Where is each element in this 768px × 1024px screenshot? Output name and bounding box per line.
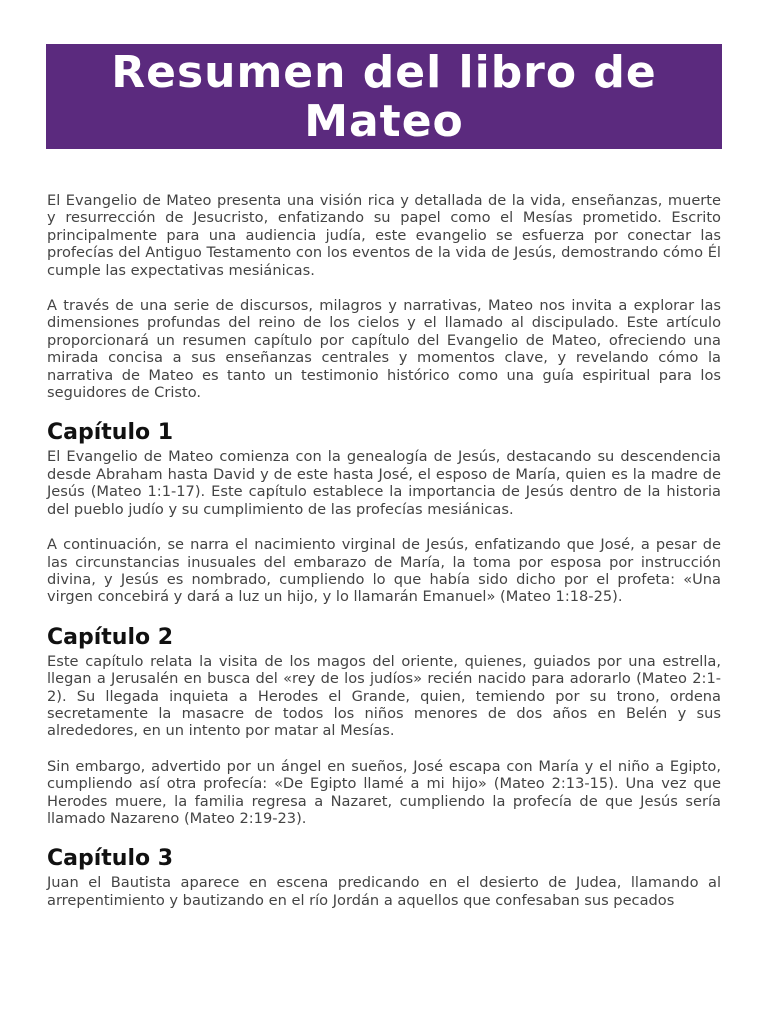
chapter-paragraph: A continuación, se narra el nacimiento virginal de Jesús, enfatizando que José, a pesar de las circunstancias inusuales del embarazo de María, la toma por esposa por instrucción divina, y Jesús es nombrado, cumpliendo lo que había sido dicho por el profeta: «Una virgen concebirá y dará a luz un hijo, y lo llamarán Emanuel» (Mateo 1:18-25). [47, 536, 721, 606]
document-body [47, 192, 721, 927]
chapter-paragraph: Sin embargo, advertido por un ángel en sueños, José escapa con María y el niño a Egipto, cumpliendo así otra profecía: «De Egipto llamé a mi hijo» (Mateo 2:13-15). Una vez que Herodes muere, la familia regresa a Nazaret, cumpliendo la profecía de que Jesús sería llamado Nazareno (Mateo 2:19-23). [47, 757, 721, 827]
chapter-paragraph: Juan el Bautista aparece en escena predicando en el desierto de Judea, llamando al arrepentimiento y bautizando en el río Jordán a aquellos que confesaban sus pecados [47, 874, 721, 909]
intro-paragraph: A través de una serie de discursos, milagros y narrativas, Mateo nos invita a explorar las dimensiones profundas del reino de los cielos y el llamado al discipulado. Este artículo proporcionará un resumen capítulo por capítulo del Evangelio de Mateo, ofreciendo una mirada concisa a sus enseñanzas centrales y momentos clave, y revelando cómo la narrativa de Mateo es tanto un testimonio histórico como una guía espiritual para los seguidores de Cristo. [47, 297, 721, 402]
chapter-paragraph: Este capítulo relata la visita de los magos del oriente, quienes, guiados por una estrella, llegan a Jerusalén en busca del «rey de los judíos» recién nacido para adorarlo (Mateo 2:1-2). Su llegada inquieta a Herodes el Grande, quien, temiendo por su trono, ordena secretamente la masacre de todos los niños menores de dos años en Belén y sus alrededores, en un intento por matar al Mesías. [47, 652, 721, 740]
chapter-paragraph: El Evangelio de Mateo comienza con la genealogía de Jesús, destacando su descendencia desde Abraham hasta David y de este hasta José, el esposo de María, quien es la madre de Jesús (Mateo 1:1-17). Este capítulo establece la importancia de Jesús dentro de la historia del pueblo judío y su cumplimiento de las profecías mesiánicas. [47, 448, 721, 518]
title-banner [46, 44, 722, 149]
document-title: Resumen del libro de Mateo [111, 46, 657, 147]
chapter-heading: Capítulo 1 [47, 420, 174, 446]
intro-paragraph: El Evangelio de Mateo presenta una visión rica y detallada de la vida, enseñanzas, muerte y resurrección de Jesucristo, enfatizando su papel como el Mesías prometido. Escrito principalmente para una audiencia judía, este evangelio se esfuerza por conectar las profecías del Antiguo Testamento con los eventos de la vida de Jesús, demostrando cómo Él cumple las expectativas mesiánicas. [47, 192, 721, 279]
chapter-heading: Capítulo 3 [47, 846, 174, 872]
chapter-heading: Capítulo 2 [47, 624, 174, 650]
